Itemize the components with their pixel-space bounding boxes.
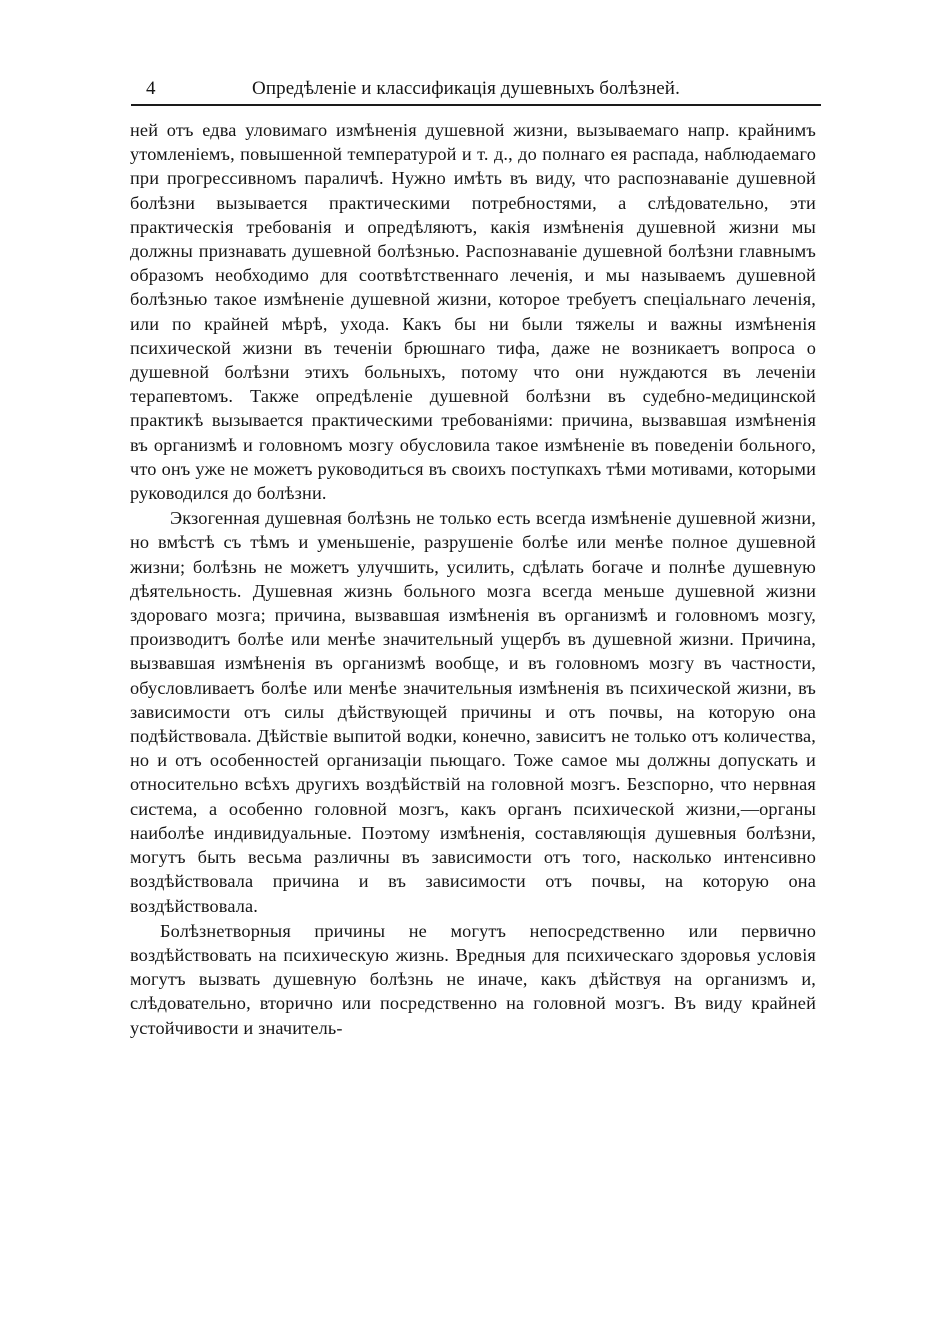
body-text (130, 118, 816, 1040)
running-head: Опредѣленіе и классификація душевныхъ болѣзней. (252, 78, 680, 99)
paragraph-2: Экзогенная душевная болѣзнь не только есть всегда измѣненіе душевной жизни, но вмѣстѣ съ тѣмъ и уменьшеніе, разрушеніе болѣе или менѣе полное душевной жизни; болѣзнь не можетъ улучшить, усилить, сдѣлать богаче и полнѣе душевную дѣятельность. Душевная жизнь больного мозга всегда меньше душевной жизни здороваго мозга; причина, вызвавшая измѣненія въ организмѣ и головномъ мозгу, производитъ болѣе или менѣе значительный ущербъ въ душевной жизни. Причина, вызвавшая измѣненія въ организмѣ вообще, и въ головномъ мозгу въ частности, обусловливаетъ болѣе или менѣе значительныя измѣненія въ психической жизни, въ зависимости отъ силы дѣйствующей причины и отъ почвы, на которую она подѣйствовала. Дѣйствіе выпитой водки, конечно, зависитъ не только отъ количества, но и отъ особенностей организаціи пьющаго. Тоже самое мы должны допускать и относительно всѣхъ другихъ воздѣйствій на головной мозгъ. Безспорно, что нервная система, а особенно головной мозгъ, какъ органъ психической жизни,—органы наиболѣе индивидуальные. Поэтому измѣненія, составляющія душевныя болѣзни, могутъ быть весьма различны въ зависимости отъ того, насколько интенсивно воздѣйствовала причина и въ зависимости отъ почвы, на которую она воздѣйствовала. (130, 508, 816, 916)
page-header (131, 74, 821, 106)
page-number: 4 (146, 78, 156, 99)
paragraph-1: ней отъ едва уловимаго измѣненія душевной жизни, вызываемаго напр. крайнимъ утомленіемъ, повышенной температурой и т. д., до полнаго ея распада, наблюдаемаго при прогрессивномъ параличѣ. Нужно имѣть въ виду, что распознаваніе душевной болѣзни вызывается практическими потребностями, а слѣдовательно, эти практическія требованія и опредѣляютъ, какія измѣненія душевной жизни мы должны признавать душевной болѣзнью. Распознаваніе душевной болѣзни главнымъ образомъ необходимо для соотвѣтственнаго леченія, и мы называемъ душевной болѣзнью такое измѣненіе душевной жизни, которое требуетъ спеціальнаго леченія, или по крайней мѣрѣ, ухода. Какъ бы ни были тяжелы и важны измѣненія психической жизни въ теченіи брюшнаго тифа, даже не возникаетъ вопроса о душевной болѣзни этихъ больныхъ, потому что они нуждаются въ леченіи терапевтомъ. Также опредѣленіе душевной болѣзни въ судебно-медицинской практикѣ вызывается практическими требованіями: причина, вызвавшая измѣненія въ организмѣ и головномъ мозгу обусловила такое измѣненіе въ поведеніи больного, что онъ уже не можетъ руководиться въ своихъ поступкахъ тѣми мотивами, которыми руководился до болѣзни. (130, 120, 816, 504)
paragraph-3: Болѣзнетворныя причины не могутъ непосредственно или первично воздѣйствовать на психическую жизнь. Вредныя для психическаго здоровья условія могутъ вызвать душевную болѣзнь не иначе, какъ дѣйствуя на организмъ и, слѣдовательно, вторично или посредственно на головной мозгъ. Въ виду крайней устойчивости и значитель- (130, 920, 816, 1038)
